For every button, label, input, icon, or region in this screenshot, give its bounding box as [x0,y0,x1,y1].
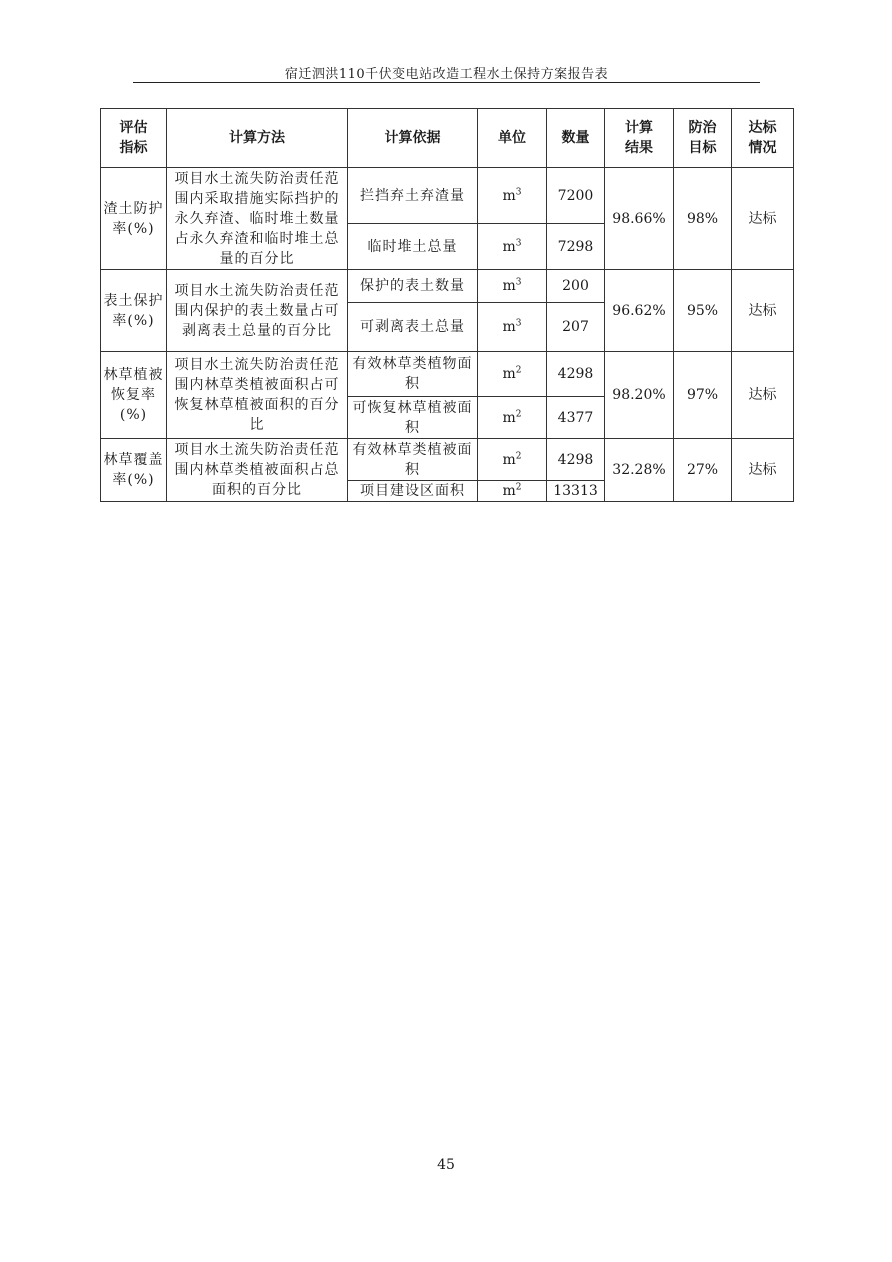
unit-cell [478,397,547,439]
table-header-row [101,109,794,168]
basis-cell: 项目建设区面积 [348,481,478,502]
unit-base: m [502,366,516,382]
target-cell: 98% [674,168,732,270]
unit-base: m [502,483,516,499]
status-cell: 达标 [732,270,794,352]
target-cell: 27% [674,439,732,502]
method-cell: 项目水土流失防治责任范围内林草类植被面积占总面积的百分比 [167,439,348,502]
column-header-method: 计算方法 [167,109,348,168]
quantity-cell: 200 [547,270,605,303]
column-header-quantity: 数量 [547,109,605,168]
indicator-cell: 渣土防护率(%) [101,168,167,270]
result-cell: 98.66% [605,168,674,270]
result-cell: 96.62% [605,270,674,352]
basis-cell: 保护的表土数量 [348,270,478,303]
quantity-cell: 13313 [547,481,605,502]
unit-base: m [502,238,516,255]
basis-cell: 可恢复林草植被面积 [348,397,478,439]
unit-exponent: 3 [515,237,522,248]
basis-cell: 有效林草类植被面积 [348,439,478,481]
unit-cell [478,303,547,352]
method-cell: 项目水土流失防治责任范围内采取措施实际挡护的永久弃渣、临时堆土数量占永久弃渣和临时堆土总量的百分比 [167,168,348,270]
unit-base: m [502,319,516,335]
target-cell: 95% [674,270,732,352]
column-header-result: 计算结果 [605,109,674,168]
unit-exponent: 2 [515,408,522,419]
unit-base: m [502,409,516,426]
method-cell: 项目水土流失防治责任范围内林草类植被面积占可恢复林草植被面积的百分比 [167,352,348,439]
table-row [101,270,794,303]
table-row [101,439,794,481]
quantity-cell: 207 [547,303,605,352]
unit-cell [478,439,547,481]
unit-exponent: 2 [515,482,522,493]
header-rule [133,82,760,83]
quantity-cell: 7298 [547,224,605,270]
unit-base: m [502,187,516,204]
unit-exponent: 3 [515,318,522,329]
table-row [101,168,794,224]
indicator-cell: 表土保护率(%) [101,270,167,352]
unit-base: m [502,451,516,468]
column-header-target: 防治目标 [674,109,732,168]
table-row [101,352,794,397]
column-header-basis: 计算依据 [348,109,478,168]
basis-cell: 可剥离表土总量 [348,303,478,352]
unit-base: m [502,278,516,294]
unit-exponent: 3 [515,186,522,197]
status-cell: 达标 [732,439,794,502]
unit-exponent: 3 [515,277,522,288]
basis-cell: 临时堆土总量 [348,224,478,270]
target-cell: 97% [674,352,732,439]
page-header: 宿迁泗洪110千伏变电站改造工程水土保持方案报告表 [284,67,609,82]
indicator-cell: 林草植被恢复率(%) [101,352,167,439]
result-cell: 98.20% [605,352,674,439]
page-number: 45 [437,1157,455,1173]
quantity-cell: 4298 [547,352,605,397]
quantity-cell: 4298 [547,439,605,481]
column-header-unit: 单位 [478,109,547,168]
quantity-cell: 4377 [547,397,605,439]
unit-exponent: 2 [515,365,522,376]
evaluation-table [100,108,794,502]
method-cell: 项目水土流失防治责任范围内保护的表土数量占可剥离表土总量的百分比 [167,270,348,352]
basis-cell: 拦挡弃土弃渣量 [348,168,478,224]
indicator-cell: 林草覆盖率(%) [101,439,167,502]
basis-cell: 有效林草类植物面积 [348,352,478,397]
result-cell: 32.28% [605,439,674,502]
column-header-status: 达标情况 [732,109,794,168]
quantity-cell: 7200 [547,168,605,224]
column-header-indicator: 评估指标 [101,109,167,168]
unit-cell [478,224,547,270]
status-cell: 达标 [732,352,794,439]
unit-cell [478,168,547,224]
unit-cell [478,270,547,303]
unit-exponent: 2 [515,450,522,461]
status-cell: 达标 [732,168,794,270]
unit-cell [478,352,547,397]
unit-cell [478,481,547,502]
